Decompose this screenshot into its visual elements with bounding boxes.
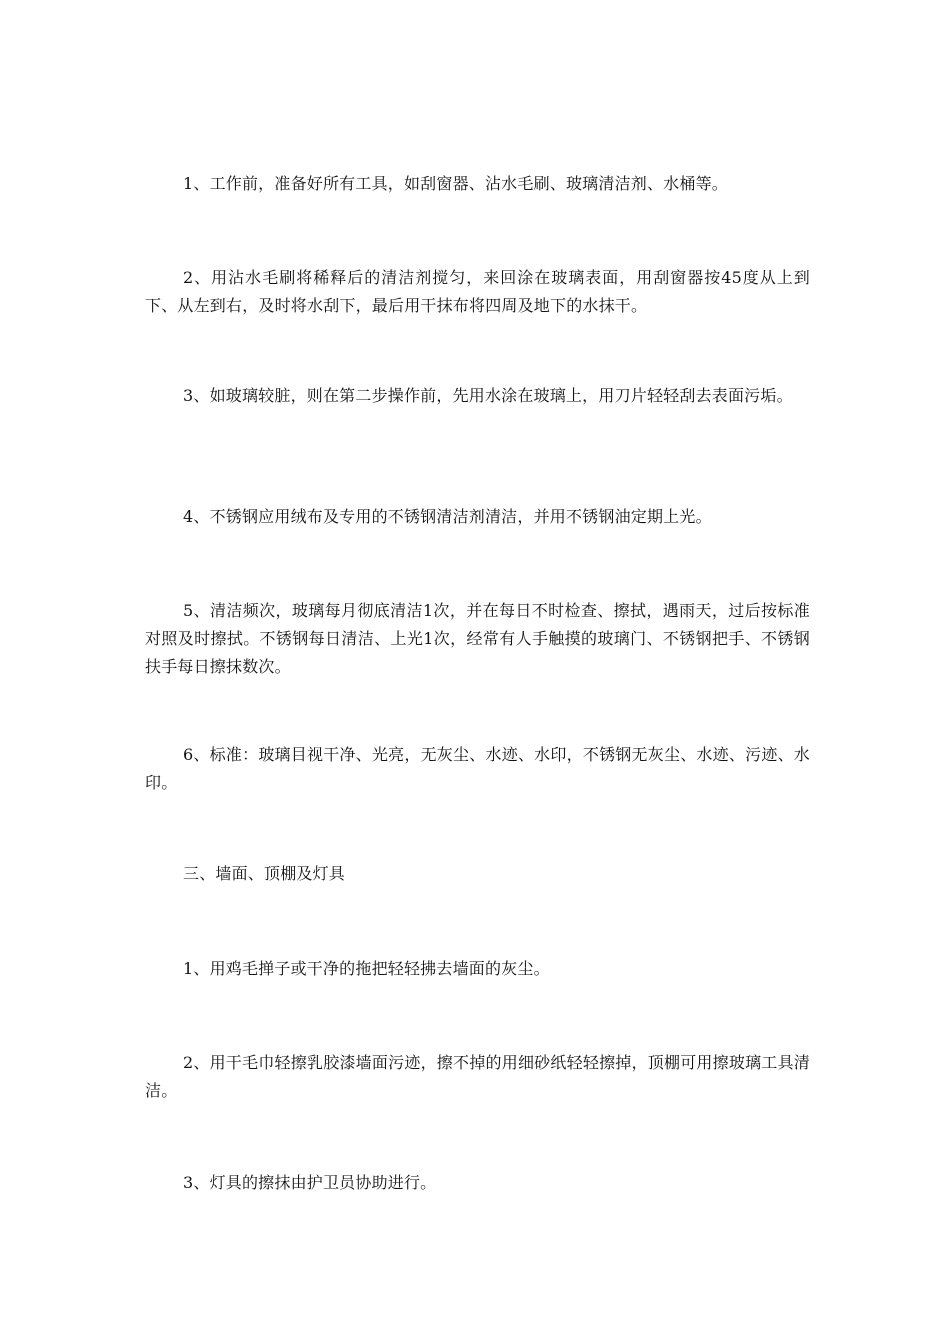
paragraph-frequency-step-5: 5、清洁频次，玻璃每月彻底清洁1次，并在每日不时检查、擦拭，遇雨天，过后按标准对照及时擦拭。不锈钢每日清洁、上光1次，经常有人手触摸的玻璃门、不锈钢把手、不锈钢扶手每日擦抹数次。 [145,601,810,676]
paragraph-standard-step-6: 6、标准：玻璃目视干净、光亮，无灰尘、水迹、水印，不锈钢无灰尘、水迹、污迹、水印。 [145,745,810,792]
paragraph-wall-step-1: 1、用鸡毛掸子或干净的拖把轻轻拂去墙面的灰尘。 [183,959,550,978]
paragraph-stainless-step-4: 4、不锈钢应用绒布及专用的不锈钢清洁剂清洁，并用不锈钢油定期上光。 [183,507,712,526]
paragraph-glass-step-3: 3、如玻璃较脏，则在第二步操作前，先用水涂在玻璃上，用刀片轻轻刮去表面污垢。 [183,386,793,405]
paragraph-wall-step-2: 2、用干毛巾轻擦乳胶漆墙面污迹，擦不掉的用细砂纸轻轻擦掉，顶棚可用擦玻璃工具清洁。 [145,1053,810,1100]
section-heading-walls-ceilings-lights: 三、墙面、顶棚及灯具 [183,864,346,883]
paragraph-glass-step-1: 1、工作前，准备好所有工具，如刮窗器、沾水毛刷、玻璃清洁剂、水桶等。 [183,174,728,193]
paragraph-lights-step-3: 3、灯具的擦抹由护卫员协助进行。 [183,1173,437,1192]
paragraph-glass-step-2: 2、用沾水毛刷将稀释后的清洁剂搅匀，来回涂在玻璃表面，用刮窗器按45度从上到下、从左到右，及时将水刮下，最后用干抹布将四周及地下的水抹干。 [145,268,810,315]
